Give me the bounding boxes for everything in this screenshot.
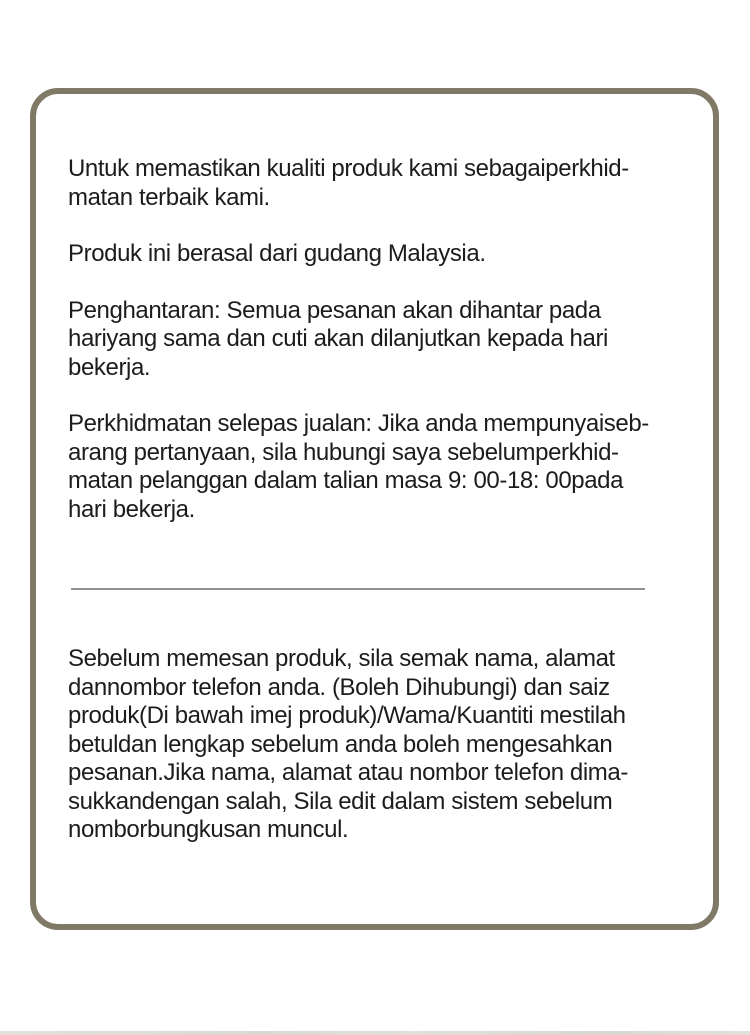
text-line: Perkhidmatan selepas jualan: Jika anda mempunyaiseb- bbox=[68, 410, 649, 437]
text-line: betuldan lengkap sebelum anda boleh mengesahkan bbox=[68, 730, 613, 758]
text-line: bekerja. bbox=[68, 353, 151, 381]
paragraph-shipping bbox=[68, 297, 693, 383]
text-line: arang pertanyaan, sila hubungi saya sebelumperkhid- bbox=[68, 438, 619, 466]
text-line: dannombor telefon anda. (Boleh Dihubungi) dan saiz bbox=[68, 673, 610, 701]
text-line: Sebelum memesan produk, sila semak nama, alamat bbox=[68, 645, 615, 672]
text-line: sukkandengan salah, Sila edit dalam sistem sebelum bbox=[68, 787, 613, 815]
product-description-card bbox=[30, 88, 719, 930]
paragraph-quality bbox=[68, 155, 693, 212]
paragraph-origin bbox=[68, 240, 693, 269]
bottom-edge-strip bbox=[0, 1031, 750, 1035]
paragraph-aftersales bbox=[68, 410, 693, 524]
text-line: hariyang sama dan cuti akan dilanjutkan kepada hari bbox=[68, 325, 608, 352]
text-line: Penghantaran: Semua pesanan akan dihantar pada bbox=[68, 296, 601, 324]
text-line: matan pelanggan dalam talian masa 9: 00-18: 00pada bbox=[68, 467, 624, 494]
text-line: hari bekerja. bbox=[68, 495, 195, 523]
section-divider bbox=[71, 588, 645, 590]
text-line: produk(Di bawah imej produk)/Wama/Kuantiti mestilah bbox=[68, 702, 626, 729]
text-line: pesanan.Jika nama, alamat atau nombor telefon dima- bbox=[68, 759, 628, 786]
text-line: nomborbungkusan muncul. bbox=[68, 816, 349, 843]
paragraph-order-check bbox=[68, 645, 693, 845]
text-line: Produk ini berasal dari gudang Malaysia. bbox=[68, 240, 486, 267]
text-line: Untuk memastikan kualiti produk kami sebagaiperkhid- bbox=[68, 155, 629, 182]
text-line: matan terbaik kami. bbox=[68, 183, 270, 211]
